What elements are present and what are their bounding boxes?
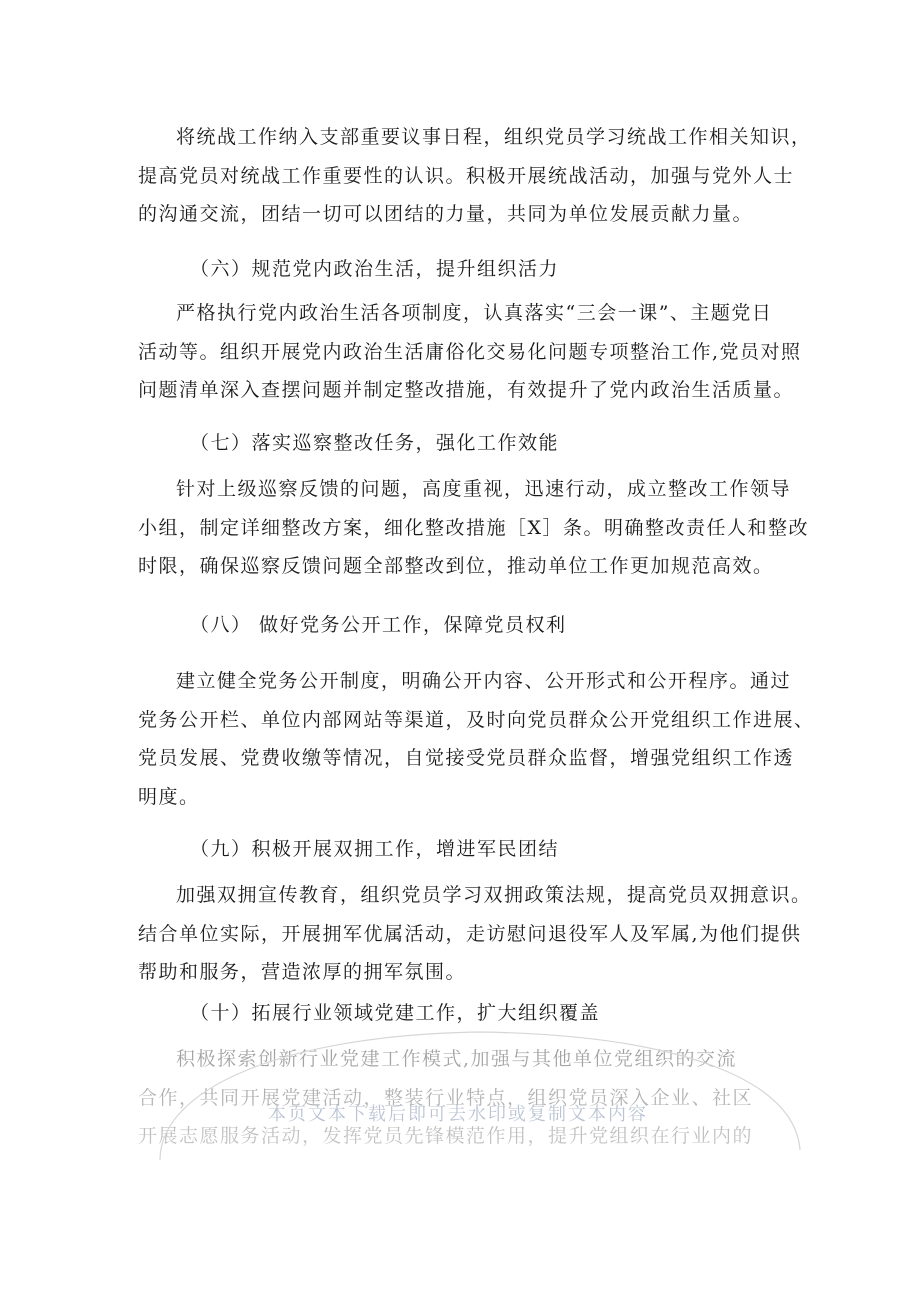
- text-line: 针对上级巡察反馈的问题，高度重视，迅速行动，成立整改工作领导: [176, 478, 792, 500]
- text-line: 加强双拥宣传教育，组织党员学习双拥政策法规，提高党员双拥意识。: [176, 884, 812, 906]
- heading-section-10: （十）拓展行业领域党建工作，扩大组织覆盖: [190, 1002, 601, 1024]
- heading-section-7: （七）落实巡察整改任务，强化工作效能: [190, 432, 560, 454]
- paragraph-united-front: [138, 118, 812, 234]
- heading-section-8: （八） 做好党务公开工作，保障党员权利: [190, 614, 567, 636]
- text-line: 问题清单深入查摆问题并制定整改措施，有效提升了党内政治生活质量。: [138, 379, 795, 401]
- watermark-text[interactable]: 本页文本下载后即可去水印或复制文本内容: [268, 1104, 648, 1125]
- text-line: 结合单位实际，开展拥军优属活动，走访慰问退役军人及军属,为他们提供: [138, 922, 802, 945]
- text-line: 明度。: [138, 785, 200, 808]
- heading-section-9: （九）积极开展双拥工作，增进军民团结: [190, 838, 560, 860]
- paragraph-inspection-rectification: [138, 470, 810, 586]
- text-line: 小组，制定详细整改方案，细化整改措施［X］条。明确整改责任人和整改: [138, 516, 810, 539]
- text-line: 将统战工作纳入支部重要议事日程，组织党员学习统战工作相关知识，: [176, 126, 812, 148]
- text-line: 提高党员对统战工作重要性的认识。积极开展统战活动，加强与党外人士: [138, 164, 795, 187]
- paragraph-political-life: [138, 294, 802, 410]
- paragraph-party-affairs-disclosure: [138, 662, 815, 816]
- text-line: 严格执行党内政治生活各项制度，认真落实“三会一课”、主题党日: [176, 302, 773, 324]
- heading-section-6: （六）规范党内政治生活，提升组织活力: [190, 258, 560, 280]
- paragraph-double-support: [138, 876, 812, 992]
- text-line: 活动等。组织开展党内政治生活庸俗化交易化问题专项整治工作,党员对照: [138, 340, 802, 363]
- text-line: 时限，确保巡察反馈问题全部整改到位，推动单位工作更加规范高效。: [138, 555, 774, 577]
- text-line: 党务公开栏、单位内部网站等渠道，及时向党员群众公开党组织工作进展、: [138, 708, 815, 731]
- text-line: 建立健全党务公开制度，明确公开内容、公开形式和公开程序。通过: [176, 670, 792, 692]
- text-line: 帮助和服务，营造浓厚的拥军氛围。: [138, 961, 467, 983]
- text-line: 党员发展、党费收缴等情况，自觉接受党员群众监督，增强党组织工作透: [138, 747, 795, 769]
- text-line: 的沟通交流，团结一切可以团结的力量，共同为单位发展贡献力量。: [138, 203, 754, 225]
